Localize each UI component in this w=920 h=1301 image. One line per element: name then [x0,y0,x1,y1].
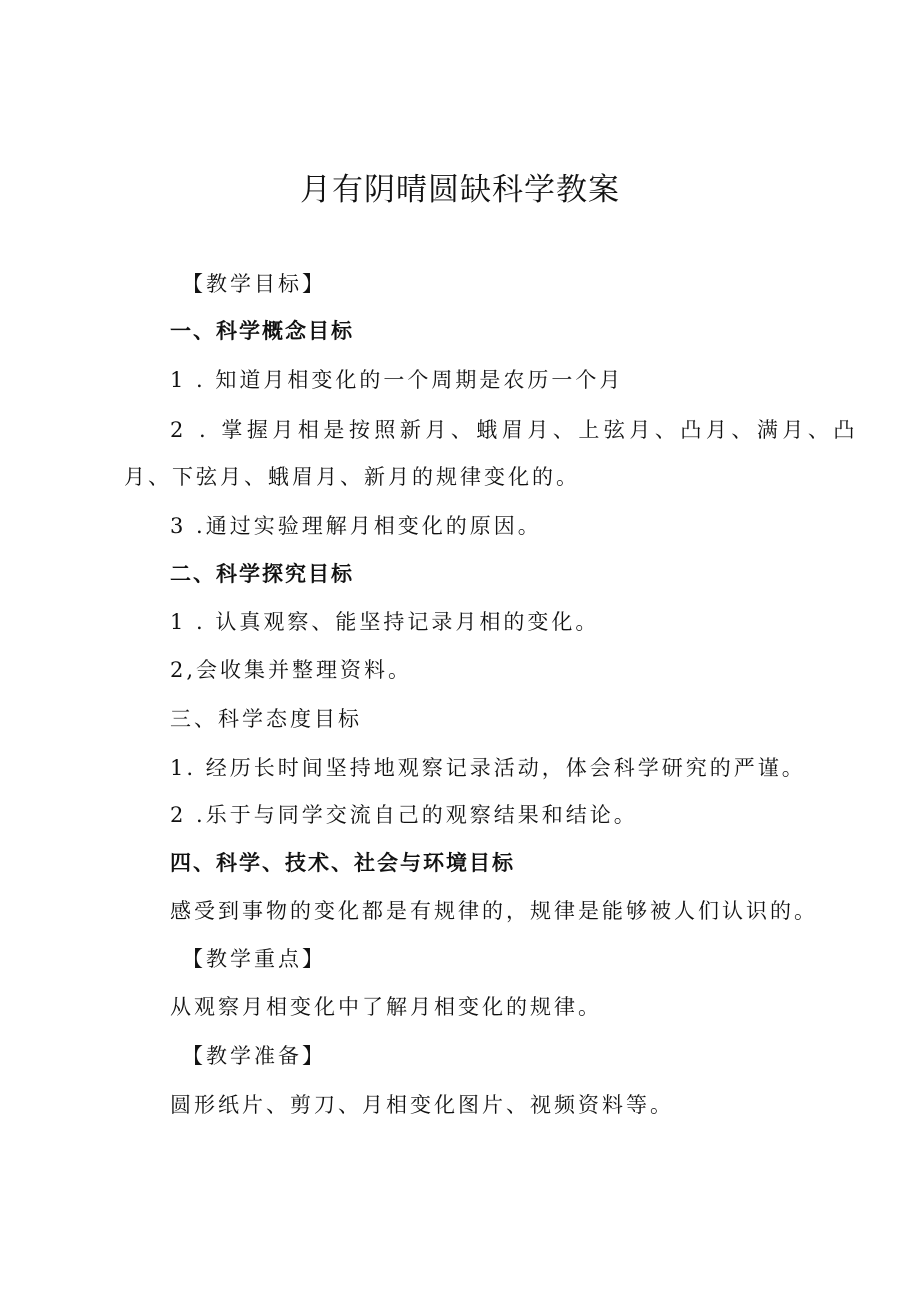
attitude-goal-1: 1. 经历长时间坚持地观察记录活动，体会科学研究的严谨。 [170,756,806,780]
key-point: 从观察月相变化中了解月相变化的规律。 [170,995,602,1019]
heading-attitude-goals: 三、科学态度目标 [170,707,362,731]
section-label-objectives: 【教学目标】 [182,272,326,296]
inquiry-goal-2: 2,会收集并整理资料。 [170,658,413,682]
heading-concept-goals: 一、科学概念目标 [170,319,354,343]
concept-goal-2-continued: 月、下弦月、蛾眉月、新月的规律变化的。 [124,465,580,489]
section-label-key-points: 【教学重点】 [182,947,326,971]
concept-goal-2: 2 . 掌握月相是按照新月、蛾眉月、上弦月、凸月、满月、凸 [170,418,859,442]
stse-goal: 感受到事物的变化都是有规律的，规律是能够被人们认识的。 [170,899,818,923]
attitude-goal-2: 2 .乐于与同学交流自己的观察结果和结论。 [170,803,638,827]
concept-goal-1: 1 . 知道月相变化的一个周期是农历一个月 [170,368,624,392]
preparation-materials: 圆形纸片、剪刀、月相变化图片、视频资料等。 [170,1093,674,1117]
section-label-preparation: 【教学准备】 [182,1044,326,1068]
heading-inquiry-goals: 二、科学探究目标 [170,562,354,586]
heading-stse-goals: 四、科学、技术、社会与环境目标 [170,851,515,875]
inquiry-goal-1: 1 . 认真观察、能坚持记录月相的变化。 [170,610,600,634]
document-title: 月有阴晴圆缺科学教案 [300,172,620,208]
concept-goal-3: 3 .通过实验理解月相变化的原因。 [170,514,542,538]
